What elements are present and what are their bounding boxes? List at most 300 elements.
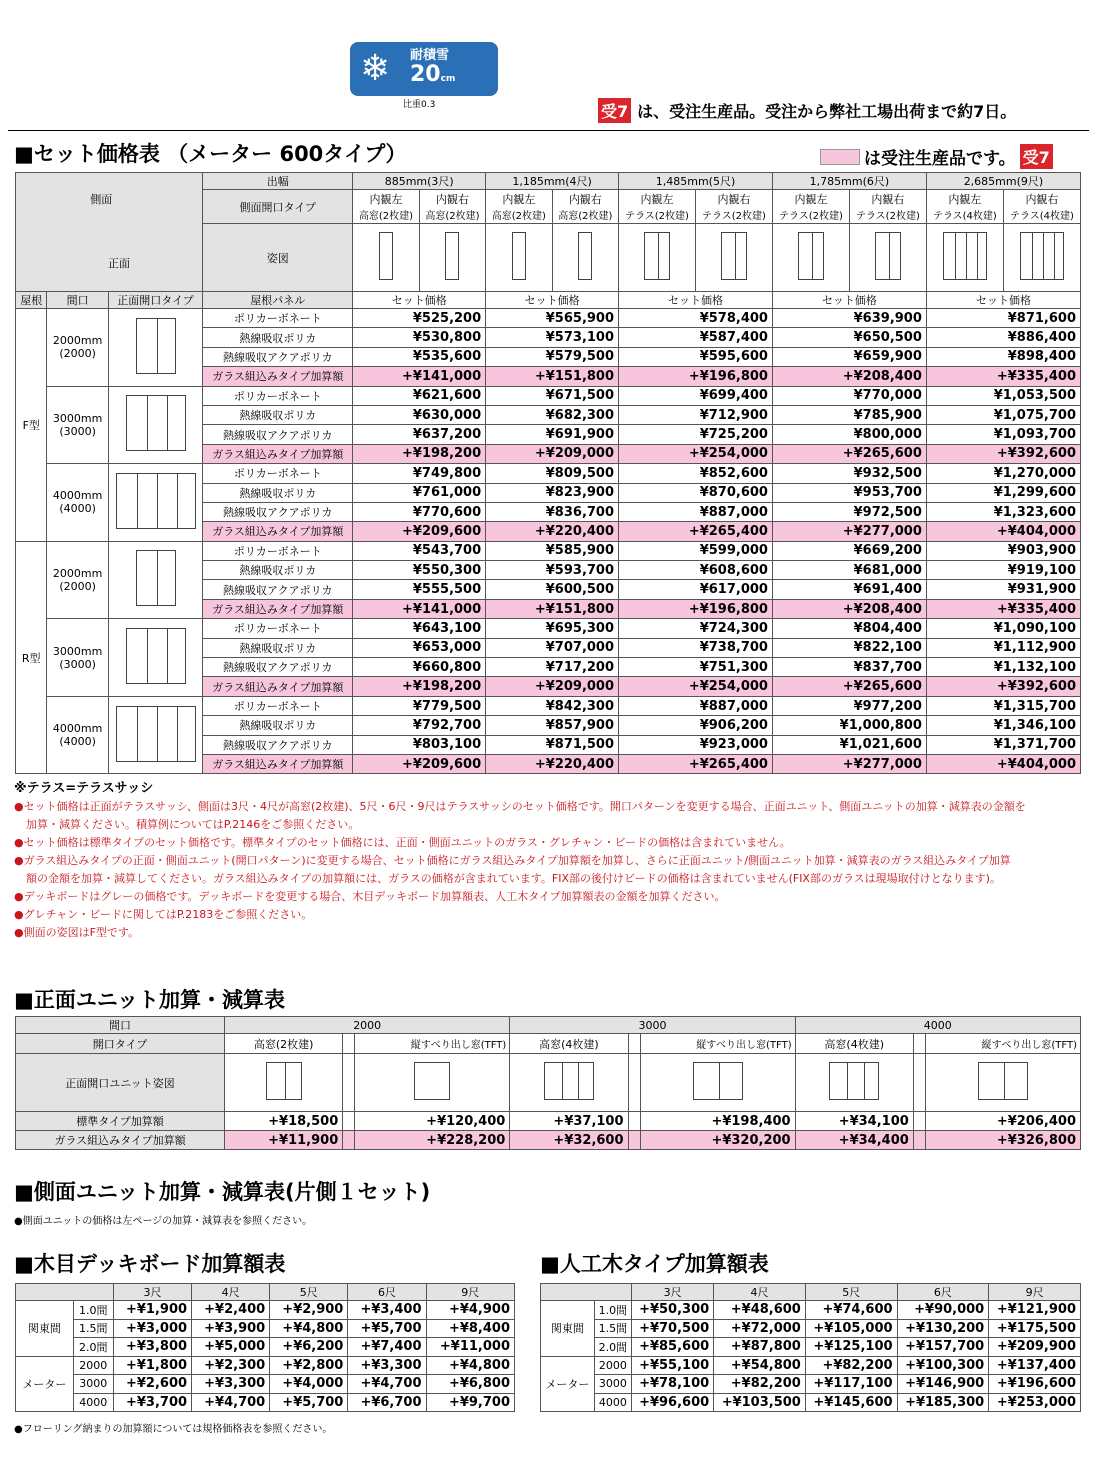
price-cell: ¥804,400	[772, 619, 926, 638]
side-open-type	[419, 190, 485, 224]
price-cell: +¥6,200	[270, 1338, 348, 1357]
price-cell: +¥151,800	[486, 599, 619, 618]
table-cell: 屋根パネル	[203, 292, 353, 309]
price-cell: ¥682,300	[486, 405, 619, 424]
front-figure	[108, 541, 202, 619]
window-diagram-icon	[693, 1062, 743, 1100]
corner-cell	[16, 173, 203, 292]
table-cell: 開口タイプ	[16, 1034, 225, 1054]
snowflake-icon: ❄	[360, 48, 391, 89]
glass-price: +¥320,200	[640, 1131, 795, 1150]
set-price-title: ■セット価格表 （メーター 600タイプ）	[14, 142, 407, 166]
table-cell: 正面開口ユニット姿図	[16, 1054, 225, 1112]
price-cell: ¥836,700	[486, 502, 619, 521]
table-cell: 側面開口タイプ	[203, 190, 353, 224]
price-cell: ¥1,315,700	[926, 696, 1080, 715]
group-label: メーター	[541, 1356, 595, 1412]
panel-type: ガラス組込みタイプ加算額	[203, 677, 353, 696]
corner-cell	[541, 1284, 632, 1301]
price-cell: ¥751,300	[619, 658, 773, 677]
price-cell: ¥871,500	[486, 735, 619, 754]
price-cell: ¥842,300	[486, 696, 619, 715]
front-unit-title: ■正面ユニット加算・減算表	[14, 988, 286, 1012]
side-open-type	[486, 190, 552, 224]
unit-figure	[795, 1054, 913, 1112]
table-cell: 出幅	[203, 173, 353, 190]
price-cell: ¥659,900	[772, 347, 926, 366]
price-cell: +¥392,600	[926, 677, 1080, 696]
price-cell: ¥871,600	[926, 309, 1080, 328]
side-open-type	[772, 190, 849, 224]
price-cell: +¥209,600	[353, 754, 486, 773]
price-cell: +¥265,400	[619, 522, 773, 541]
unit-figure	[225, 1054, 343, 1112]
row-label: 1.0間	[73, 1301, 113, 1320]
price-cell: +¥96,600	[632, 1393, 714, 1412]
set-price-header: セット価格	[619, 292, 773, 309]
badge-label: 耐積雪	[410, 48, 450, 63]
price-cell: ¥1,093,700	[926, 425, 1080, 444]
top-note-text: は、受注生産品。受注から弊社工場出荷まで約7日。	[637, 102, 1017, 121]
price-cell: ¥931,900	[926, 580, 1080, 599]
window-diagram-icon	[544, 1062, 594, 1100]
window-diagram-icon	[978, 1062, 1028, 1100]
price-cell: +¥209,000	[486, 444, 619, 463]
set-price-header: セット価格	[353, 292, 486, 309]
price-cell: ¥717,200	[486, 658, 619, 677]
price-cell: ¥671,500	[486, 386, 619, 405]
col-header: 5尺	[805, 1284, 897, 1301]
price-cell: +¥117,100	[805, 1375, 897, 1394]
width-header: 1,185mm(4尺)	[486, 173, 619, 190]
note-1: ● セット価格は正面がテラスサッシ、側面は3尺・4尺が高窓(2枚建)、5尺・6尺・9尺はテラスサッシのセット価格です。開口パターンを変更する場合、正面ユニット、側面ユニットの加算・減算表の金額を	[14, 798, 1089, 816]
side-open-type	[552, 190, 618, 224]
type-label: 高窓(2枚建)	[491, 211, 546, 222]
lr-label: 内観右	[568, 193, 602, 206]
type-label: テラス(4枚建)	[932, 211, 997, 222]
row-label: 1.0間	[594, 1301, 631, 1320]
panel-type: ガラス組込みタイプ加算額	[203, 754, 353, 773]
price-cell: +¥3,300	[348, 1356, 426, 1375]
opening-sub: (4000)	[59, 735, 96, 749]
row-label: 4000	[73, 1393, 113, 1412]
roof-type: F型	[16, 309, 47, 542]
price-cell: ¥1,090,100	[926, 619, 1080, 638]
unit-figure	[925, 1054, 1080, 1112]
price-cell: +¥85,600	[632, 1338, 714, 1357]
table-cell: 間口	[47, 292, 108, 309]
terrace-note: ※テラス=テラスサッシ	[14, 781, 154, 796]
price-cell: ¥887,000	[619, 502, 773, 521]
price-cell: ¥803,100	[353, 735, 486, 754]
price-cell: +¥157,700	[897, 1338, 989, 1357]
col-header: 9尺	[989, 1284, 1081, 1301]
price-cell: +¥209,000	[486, 677, 619, 696]
header-cell: 間口	[16, 1017, 225, 1034]
std-price: +¥37,100	[510, 1112, 628, 1131]
opening-sub: (3000)	[59, 424, 96, 438]
price-cell: +¥137,400	[989, 1356, 1081, 1375]
note-6: ● 側面の姿図はF型です。	[14, 924, 1089, 942]
unit-figure	[628, 1054, 640, 1112]
price-cell: +¥151,800	[486, 367, 619, 386]
row-label: 3000	[73, 1375, 113, 1394]
price-cell: ¥886,400	[926, 328, 1080, 347]
table-cell: 3000	[510, 1017, 795, 1034]
price-cell: +¥9,700	[426, 1393, 514, 1412]
glass-price: +¥32,600	[510, 1131, 628, 1150]
price-cell: +¥277,000	[772, 754, 926, 773]
price-cell: ¥669,200	[772, 541, 926, 560]
col-header: 4尺	[192, 1284, 270, 1301]
panel-type: ポリカーボネート	[203, 541, 353, 560]
price-cell: +¥6,800	[426, 1375, 514, 1394]
front-label: 正面	[108, 257, 130, 270]
legend-swatch	[820, 149, 860, 165]
window-diagram-icon	[414, 1062, 450, 1100]
price-cell: ¥1,075,700	[926, 405, 1080, 424]
price-cell: +¥5,700	[348, 1319, 426, 1338]
price-cell: ¥761,000	[353, 483, 486, 502]
price-cell: ¥724,300	[619, 619, 773, 638]
lr-label: 内観左	[640, 193, 674, 206]
panel-type: ガラス組込みタイプ加算額	[203, 522, 353, 541]
open-type-cell: 縦すべり出し窓(TFT)	[355, 1034, 510, 1054]
divider	[8, 130, 1089, 131]
side-open-type	[1003, 190, 1080, 224]
lr-label: 内観左	[502, 193, 536, 206]
open-type-cell	[913, 1034, 925, 1054]
panel-type: ポリカーボネート	[203, 619, 353, 638]
price-cell: +¥82,200	[805, 1356, 897, 1375]
price-cell: ¥587,400	[619, 328, 773, 347]
panel-type: ポリカーボネート	[203, 386, 353, 405]
note-4: ● デッキボードはグレーの価格です。デッキボードを変更する場合、木目デッキボード加算額表、人工木タイプ加算額表の金額を加算ください。	[14, 888, 1089, 906]
col-header: 9尺	[426, 1284, 514, 1301]
price-cell: +¥3,700	[113, 1393, 191, 1412]
set-price-header: セット価格	[926, 292, 1080, 309]
price-cell: ¥650,500	[772, 328, 926, 347]
type-label: テラス(2枚建)	[779, 211, 843, 222]
side-open-type	[619, 190, 696, 224]
price-cell: ¥1,346,100	[926, 716, 1080, 735]
width-header: 1,785mm(6尺)	[772, 173, 926, 190]
price-cell: +¥404,000	[926, 754, 1080, 773]
window-diagram-icon	[578, 232, 592, 280]
side-figure	[552, 224, 618, 292]
price-cell: ¥608,600	[619, 561, 773, 580]
window-diagram-icon	[943, 232, 987, 280]
type-label: テラス(2枚建)	[855, 211, 920, 222]
open-type-cell: 高窓(4枚建)	[795, 1034, 913, 1054]
front-figure	[108, 464, 202, 542]
price-cell: ¥712,900	[619, 405, 773, 424]
price-cell: +¥265,400	[619, 754, 773, 773]
price-cell: ¥898,400	[926, 347, 1080, 366]
glass-price	[343, 1131, 355, 1150]
note-3b: 額の金額を加算・減算してください。ガラス組込みタイプの加算額には、ガラスの価格が含まれています。FIX部の後付けビードの価格は含まれていません(FIX部のガラスは現場取付けとなります)。	[26, 872, 1001, 885]
panel-type: 熱線吸収アクアポリカ	[203, 580, 353, 599]
window-diagram-icon	[266, 1062, 302, 1100]
price-cell: ¥643,100	[353, 619, 486, 638]
opening-mm: 2000mm	[52, 334, 103, 348]
panel-type: 熱線吸収ポリカ	[203, 483, 353, 502]
panel-type: ポリカーボネート	[203, 464, 353, 483]
std-price: +¥120,400	[355, 1112, 510, 1131]
price-cell: +¥4,900	[426, 1301, 514, 1320]
side-figure	[419, 224, 485, 292]
window-diagram-icon	[126, 628, 186, 684]
price-cell: ¥725,200	[619, 425, 773, 444]
opening-size	[47, 541, 108, 619]
price-cell: +¥130,200	[897, 1319, 989, 1338]
std-price: +¥198,400	[640, 1112, 795, 1131]
col-header: 5尺	[270, 1284, 348, 1301]
price-cell: +¥72,000	[714, 1319, 806, 1338]
price-cell: ¥639,900	[772, 309, 926, 328]
price-cell: +¥90,000	[897, 1301, 989, 1320]
group-label: メーター	[16, 1356, 74, 1412]
price-cell: ¥809,500	[486, 464, 619, 483]
price-cell: ¥707,000	[486, 638, 619, 657]
badge-value: 20	[410, 62, 441, 87]
price-cell: ¥1,112,900	[926, 638, 1080, 657]
price-cell: +¥2,900	[270, 1301, 348, 1320]
lr-label: 内観右	[1025, 193, 1059, 206]
price-cell: +¥4,800	[426, 1356, 514, 1375]
price-cell: +¥4,000	[270, 1375, 348, 1394]
set-price-header: セット価格	[486, 292, 619, 309]
glass-price	[628, 1131, 640, 1150]
price-cell: ¥630,000	[353, 405, 486, 424]
opening-sub: (4000)	[59, 502, 96, 516]
price-cell: ¥792,700	[353, 716, 486, 735]
note-2: ● セット価格は標準タイプのセット価格です。標準タイプのセット価格には、正面・側面ユニットのガラス・グレチャン・ビードの価格は含まれていません。	[14, 834, 1089, 852]
price-cell: +¥2,800	[270, 1356, 348, 1375]
front-figure	[108, 386, 202, 464]
price-cell: +¥3,400	[348, 1301, 426, 1320]
price-cell: +¥145,600	[805, 1393, 897, 1412]
panel-type: 熱線吸収ポリカ	[203, 328, 353, 347]
set-price-table	[15, 172, 1081, 774]
price-cell: +¥335,400	[926, 367, 1080, 386]
lr-label: 内観右	[435, 193, 469, 206]
price-cell: +¥335,400	[926, 599, 1080, 618]
glass-price: +¥326,800	[925, 1131, 1080, 1150]
price-cell: ¥1,299,600	[926, 483, 1080, 502]
window-diagram-icon	[126, 395, 186, 451]
side-figure	[619, 224, 696, 292]
price-cell: ¥852,600	[619, 464, 773, 483]
price-cell: ¥749,800	[353, 464, 486, 483]
side-open-type	[849, 190, 926, 224]
front-figure	[108, 619, 202, 697]
price-cell: +¥6,700	[348, 1393, 426, 1412]
table-cell: ガラス組込みタイプ加算額	[16, 1131, 225, 1150]
price-cell: ¥585,900	[486, 541, 619, 560]
table-cell: 2000	[225, 1017, 510, 1034]
price-cell: +¥2,400	[192, 1301, 270, 1320]
price-cell: ¥822,100	[772, 638, 926, 657]
table-cell: 標準タイプ加算額	[16, 1112, 225, 1131]
set-price-header: セット価格	[772, 292, 926, 309]
artificial-wood-title: ■人工木タイプ加算額表	[540, 1252, 769, 1276]
opening-mm: 3000mm	[52, 644, 103, 658]
unit-figure	[913, 1054, 925, 1112]
price-cell: ¥870,600	[619, 483, 773, 502]
open-type-cell: 高窓(2枚建)	[225, 1034, 343, 1054]
std-price	[913, 1112, 925, 1131]
price-cell: +¥141,000	[353, 599, 486, 618]
panel-type: ポリカーボネート	[203, 309, 353, 328]
price-cell: +¥254,000	[619, 677, 773, 696]
window-diagram-icon	[829, 1062, 879, 1100]
price-cell: ¥535,600	[353, 347, 486, 366]
price-cell: ¥550,300	[353, 561, 486, 580]
price-cell: ¥691,900	[486, 425, 619, 444]
window-diagram-icon	[379, 232, 393, 280]
open-type-cell	[343, 1034, 355, 1054]
price-cell: +¥1,800	[113, 1356, 191, 1375]
panel-type: 熱線吸収ポリカ	[203, 561, 353, 580]
price-cell: ¥800,000	[772, 425, 926, 444]
panel-type: 熱線吸収ポリカ	[203, 638, 353, 657]
row-label: 2.0間	[594, 1338, 631, 1357]
price-cell: +¥50,300	[632, 1301, 714, 1320]
opening-size	[47, 464, 108, 542]
price-cell: +¥220,400	[486, 754, 619, 773]
price-cell: +¥392,600	[926, 444, 1080, 463]
lr-label: 内観右	[871, 193, 905, 206]
price-cell: +¥4,800	[270, 1319, 348, 1338]
opening-mm: 4000mm	[52, 489, 103, 503]
price-cell: +¥265,600	[772, 444, 926, 463]
price-cell: ¥573,100	[486, 328, 619, 347]
glass-price: +¥228,200	[355, 1131, 510, 1150]
price-cell: +¥196,600	[989, 1375, 1081, 1394]
panel-type: ガラス組込みタイプ加算額	[203, 444, 353, 463]
badge-unit: cm	[440, 74, 456, 84]
price-cell: ¥565,900	[486, 309, 619, 328]
price-cell: +¥209,900	[989, 1338, 1081, 1357]
opening-mm: 3000mm	[52, 411, 103, 425]
price-cell: +¥198,200	[353, 444, 486, 463]
note-1b: 加算・減算ください。積算例についてはP.2146をご参照ください。	[26, 818, 360, 831]
panel-type: 熱線吸収アクアポリカ	[203, 347, 353, 366]
type-label: テラス(2枚建)	[625, 211, 689, 222]
table-cell: 4000	[795, 1017, 1080, 1034]
opening-mm: 2000mm	[52, 566, 103, 580]
open-type-cell	[628, 1034, 640, 1054]
price-cell: ¥837,700	[772, 658, 926, 677]
open-type-cell: 縦すべり出し窓(TFT)	[925, 1034, 1080, 1054]
panel-type: ポリカーボネート	[203, 696, 353, 715]
price-cell: ¥1,000,800	[772, 716, 926, 735]
price-cell: ¥637,200	[353, 425, 486, 444]
price-cell: +¥277,000	[772, 522, 926, 541]
price-cell: ¥1,323,600	[926, 502, 1080, 521]
price-cell: +¥11,000	[426, 1338, 514, 1357]
price-cell: ¥578,400	[619, 309, 773, 328]
price-cell: ¥699,400	[619, 386, 773, 405]
std-price: +¥18,500	[225, 1112, 343, 1131]
opening-sub: (3000)	[59, 657, 96, 671]
price-cell: ¥691,400	[772, 580, 926, 599]
price-cell: +¥125,100	[805, 1338, 897, 1357]
std-price	[343, 1112, 355, 1131]
panel-type: 熱線吸収アクアポリカ	[203, 658, 353, 677]
price-cell: ¥779,500	[353, 696, 486, 715]
lr-label: 内観左	[794, 193, 828, 206]
table-cell: 正面開口タイプ	[108, 292, 202, 309]
window-diagram-icon	[644, 232, 670, 280]
price-cell: +¥3,300	[192, 1375, 270, 1394]
unit-figure	[640, 1054, 795, 1112]
group-label: 関東間	[16, 1301, 74, 1357]
std-price	[628, 1112, 640, 1131]
side-figure	[353, 224, 419, 292]
price-cell: +¥74,600	[805, 1301, 897, 1320]
note-5: ● グレチャン・ビードに関してはP.2183をご参照ください。	[14, 906, 1089, 924]
row-label: 2000	[73, 1356, 113, 1375]
price-cell: +¥8,400	[426, 1319, 514, 1338]
width-header: 885mm(3尺)	[353, 173, 486, 190]
side-open-type	[926, 190, 1003, 224]
panel-type: ガラス組込みタイプ加算額	[203, 599, 353, 618]
price-cell: +¥175,500	[989, 1319, 1081, 1338]
wood-deck-title: ■木目デッキボード加算額表	[14, 1252, 286, 1276]
artificial-wood-table	[540, 1283, 1081, 1412]
price-cell: +¥5,700	[270, 1393, 348, 1412]
side-open-type	[696, 190, 773, 224]
side-unit-title: ■側面ユニット加算・減算表(片側１セット)	[14, 1180, 431, 1204]
price-cell: +¥4,700	[192, 1393, 270, 1412]
side-figure	[486, 224, 552, 292]
std-price: +¥206,400	[925, 1112, 1080, 1131]
open-type-cell: 縦すべり出し窓(TFT)	[640, 1034, 795, 1054]
price-cell: ¥770,000	[772, 386, 926, 405]
col-header: 3尺	[632, 1284, 714, 1301]
panel-type: ガラス組込みタイプ加算額	[203, 367, 353, 386]
price-cell: +¥48,600	[714, 1301, 806, 1320]
glass-price: +¥34,400	[795, 1131, 913, 1150]
row-label: 3000	[594, 1375, 631, 1394]
side-figure	[849, 224, 926, 292]
type-label: 高窓(2枚建)	[425, 211, 480, 222]
price-cell: ¥621,600	[353, 386, 486, 405]
notes	[14, 780, 1089, 942]
lr-label: 内観左	[369, 193, 403, 206]
price-cell: ¥593,700	[486, 561, 619, 580]
type-label: テラス(2枚建)	[702, 211, 766, 222]
open-type-cell: 高窓(4枚建)	[510, 1034, 628, 1054]
price-cell: +¥105,000	[805, 1319, 897, 1338]
unit-figure	[343, 1054, 355, 1112]
price-cell: ¥1,021,600	[772, 735, 926, 754]
price-cell: ¥953,700	[772, 483, 926, 502]
side-figure	[926, 224, 1003, 292]
price-cell: ¥919,100	[926, 561, 1080, 580]
price-cell: +¥2,300	[192, 1356, 270, 1375]
side-open-type	[353, 190, 419, 224]
col-header: 4尺	[714, 1284, 806, 1301]
price-cell: +¥208,400	[772, 599, 926, 618]
price-cell: +¥146,900	[897, 1375, 989, 1394]
price-cell: +¥3,800	[113, 1338, 191, 1357]
price-cell: ¥579,500	[486, 347, 619, 366]
front-figure	[108, 696, 202, 774]
width-header: 2,685mm(9尺)	[926, 173, 1080, 190]
